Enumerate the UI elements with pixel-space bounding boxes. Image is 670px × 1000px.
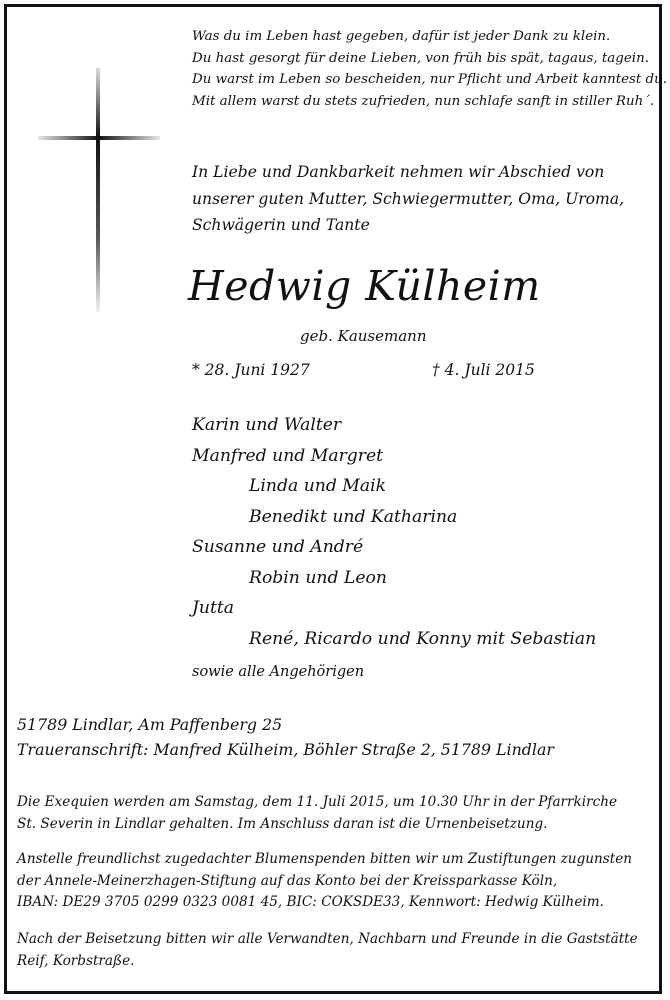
address-block — [17, 712, 554, 762]
poem-line: Du hast gesorgt für deine Lieben, von früh bis spät, tagaus, tagein. — [192, 50, 649, 66]
death-date: † 4. Juli 2015 — [432, 361, 535, 379]
mourner-line: Robin und Leon — [249, 567, 387, 588]
poem-line: Mit allem warst du stets zufrieden, nun schlafe sanft in stiller Ruh´. — [192, 93, 655, 109]
poem-line: Was du im Leben hast gegeben, dafür ist jeder Dank zu klein. — [192, 29, 611, 44]
notice-line: Die Exequien werden am Samstag, dem 11. Juli 2015, um 10.30 Uhr in der Pfarrkirche — [17, 794, 618, 810]
mourner-line: Manfred und Margret — [192, 445, 384, 466]
notice-line: Reif, Korbstraße. — [17, 952, 135, 969]
notice-line: St. Severin in Lindlar gehalten. Im Anschluss daran ist die Urnenbeisetzung. — [17, 815, 548, 832]
intro-text — [192, 159, 624, 239]
mourner-line: René, Ricardo und Konny mit Sebastian — [249, 628, 597, 649]
maiden-name: geb. Kausemann — [300, 327, 427, 345]
notice-line: Nach der Beisetzung bitten wir alle Verwandten, Nachbarn und Freunde in die Gaststätte — [17, 931, 638, 947]
mourner-line: Jutta — [192, 598, 235, 618]
mourner-line: Linda und Maik — [249, 476, 387, 496]
intro-line: unserer guten Mutter, Schwiegermutter, Oma, Uroma, — [192, 189, 625, 208]
donation-notice — [17, 849, 632, 914]
poem — [192, 26, 667, 112]
mourner-line: Susanne und André — [192, 537, 364, 557]
notice-line: Anstelle freundlichst zugedachter Blumenspenden bitten wir um Zustiftungen zugunsten — [17, 851, 633, 867]
birth-date: * 28. Juni 1927 — [192, 361, 310, 379]
intro-line: Schwägerin und Tante — [192, 216, 370, 234]
intro-line: In Liebe und Dankbarkeit nehmen wir Abschied von — [192, 163, 605, 181]
notice-line: IBAN: DE29 3705 0299 0323 0081 45, BIC: COKSDE33, Kennwort: Hedwig Külheim. — [17, 894, 604, 910]
deceased-name: Hedwig Külheim — [188, 262, 541, 310]
mourner-line: Karin und Walter — [192, 415, 342, 435]
other-relatives: sowie alle Angehörigen — [192, 664, 365, 680]
notice-line: der Annele-Meinerzhagen-Stiftung auf das Konto bei der Kreissparkasse Köln, — [17, 872, 558, 889]
cross-icon — [38, 68, 160, 312]
poem-line: Du warst im Leben so bescheiden, nur Pflicht und Arbeit kanntest du. — [192, 72, 667, 87]
mourners-list — [192, 410, 596, 654]
mourning-address: Traueranschrift: Manfred Külheim, Böhler Straße 2, 51789 Lindlar — [17, 740, 554, 759]
invitation-notice — [17, 929, 638, 972]
address-line: 51789 Lindlar, Am Paffenberg 25 — [17, 715, 283, 734]
mourner-line: Benedikt und Katharina — [249, 506, 458, 527]
exequien-notice — [17, 792, 617, 835]
